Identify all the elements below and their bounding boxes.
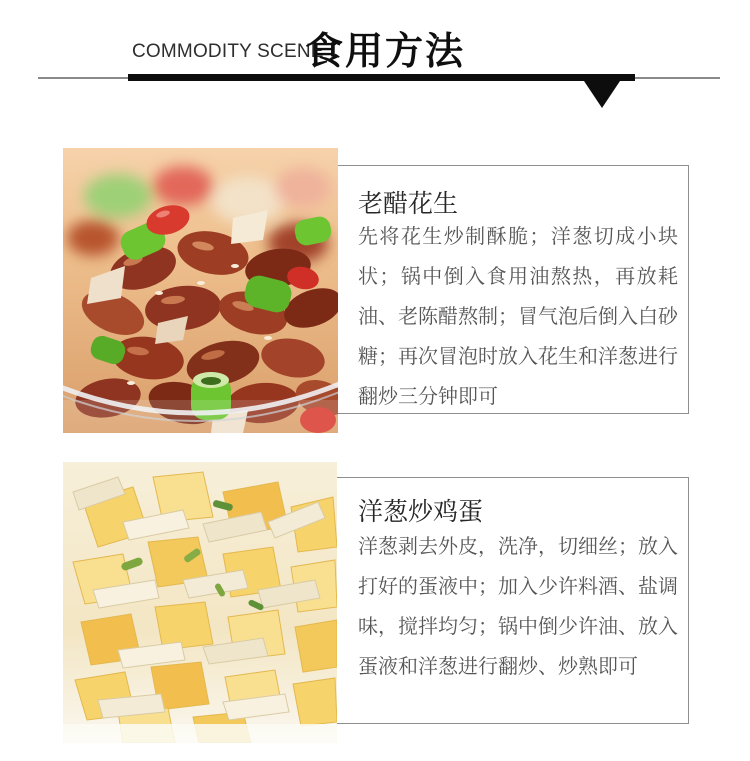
peanut-dish-photo <box>63 148 338 433</box>
scrambled-egg-dish-photo <box>63 462 337 743</box>
recipe-title: 老醋花生 <box>358 190 459 218</box>
recipe-title: 洋葱炒鸡蛋 <box>358 498 484 526</box>
section-eyebrow: COMMODITY SCENE <box>132 41 324 62</box>
section-title: 食用方法 <box>305 31 466 73</box>
down-arrow-icon <box>584 81 620 108</box>
plate-edge <box>63 724 337 743</box>
divider-accent-bar <box>128 74 635 81</box>
recipe-instructions: 先将花生炒制酥脆；洋葱切成小块状；锅中倒入食用油熬热，再放耗油、老陈醋熬制；冒气泡后倒入白砂糖；再次冒泡时放入花生和洋葱进行翻炒三分钟即可 <box>358 226 678 408</box>
recipe-instructions: 洋葱剥去外皮，洗净，切细丝；放入打好的蛋液中；加入少许料酒、盐调味，搅拌均匀；锅中倒少许油、放入蛋液和洋葱进行翻炒、炒熟即可 <box>358 536 678 678</box>
